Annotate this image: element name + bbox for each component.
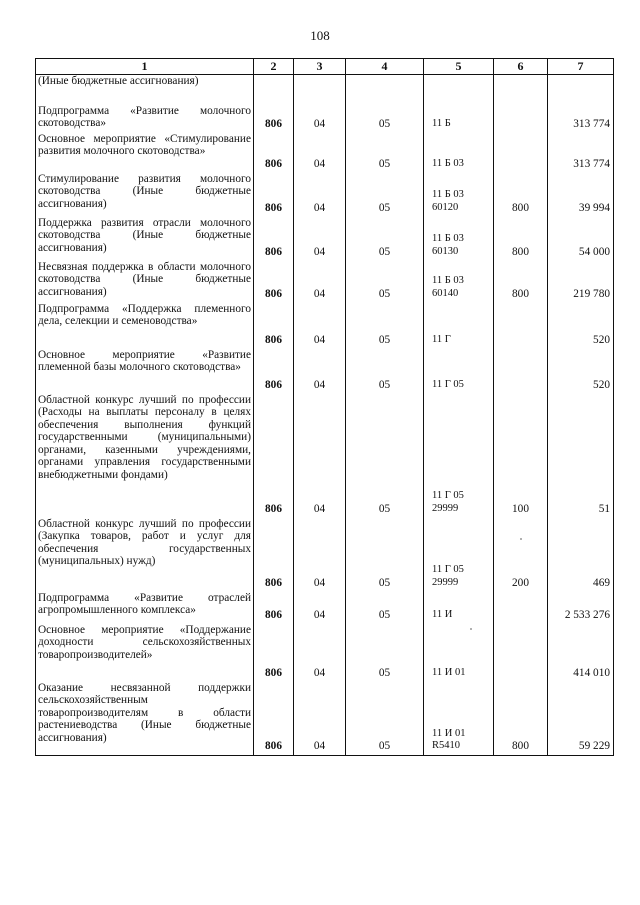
row-target-article: 11 Б 03 60140 — [424, 261, 494, 303]
row-section — [294, 75, 346, 105]
row-amount: 51 — [548, 394, 614, 518]
table-row — [36, 303, 614, 349]
row-target-article: 11 И — [424, 592, 494, 624]
row-section: 04 — [294, 105, 346, 133]
row-subsection: 05 — [346, 105, 424, 133]
row-expense-type: 800 — [494, 217, 548, 261]
row-subsection: 05 — [346, 592, 424, 624]
row-name: Основное мероприятие «Развитие племенной базы молочного скотоводства» — [36, 349, 254, 394]
row-subsection: 05 — [346, 261, 424, 303]
row-expense-type — [494, 624, 548, 682]
row-section: 04 — [294, 303, 346, 349]
row-subsection — [346, 75, 424, 105]
row-code — [254, 75, 294, 105]
row-amount: 2 533 276 — [548, 592, 614, 624]
table-row — [36, 624, 614, 682]
row-name: Подпрограмма «Поддержка племенного дела, селекции и семеноводства» — [36, 303, 254, 349]
row-amount: 469 — [548, 518, 614, 592]
row-subsection: 05 — [346, 518, 424, 592]
row-name: Стимулирование развития молочного скотоводства (Иные бюджетные ассигнования) — [36, 173, 254, 217]
row-section: 04 — [294, 349, 346, 394]
header-col-6: 6 — [494, 59, 548, 75]
row-subsection: 05 — [346, 133, 424, 173]
row-target-article: 11 Г 05 29999 — [424, 394, 494, 518]
row-amount: 54 000 — [548, 217, 614, 261]
row-expense-type — [494, 349, 548, 394]
row-expense-type — [494, 75, 548, 105]
scan-speck — [520, 538, 522, 540]
table-row — [36, 682, 614, 756]
row-subsection: 05 — [346, 394, 424, 518]
row-code: 806 — [254, 518, 294, 592]
budget-table — [35, 58, 614, 756]
row-name: Подпрограмма «Развитие молочного скотоводства» — [36, 105, 254, 133]
row-amount — [548, 75, 614, 105]
row-code: 806 — [254, 624, 294, 682]
row-section: 04 — [294, 394, 346, 518]
row-name: (Иные бюджетные ассигнования) — [36, 75, 254, 105]
row-target-article: 11 Г 05 29999 — [424, 518, 494, 592]
header-col-2: 2 — [254, 59, 294, 75]
row-amount: 414 010 — [548, 624, 614, 682]
row-target-article: 11 Г 05 — [424, 349, 494, 394]
row-target-article — [424, 75, 494, 105]
row-expense-type — [494, 133, 548, 173]
row-amount: 59 229 — [548, 682, 614, 756]
row-expense-type: 800 — [494, 173, 548, 217]
row-name: Областной конкурс лучший по профессии (Расходы на выплаты персоналу в целях обеспечения выполнения функций государственными (муниципальными) органами, казенными учреждениями, органами управления государственными внебюджетными фондами) — [36, 394, 254, 518]
row-name: Поддержка развития отрасли молочного скотоводства (Иные бюджетные ассигнования) — [36, 217, 254, 261]
row-target-article: 11 Б 03 — [424, 133, 494, 173]
table-row — [36, 592, 614, 624]
row-target-article: 11 Б 03 60120 — [424, 173, 494, 217]
row-subsection: 05 — [346, 173, 424, 217]
row-subsection: 05 — [346, 217, 424, 261]
row-code: 806 — [254, 173, 294, 217]
table-row — [36, 173, 614, 217]
row-expense-type: 800 — [494, 261, 548, 303]
row-name: Оказание несвязанной поддержки сельскохозяйственным товаропроизводителям в области растениеводства (Иные бюджетные ассигнования) — [36, 682, 254, 756]
row-target-article: 11 И 01 R5410 — [424, 682, 494, 756]
row-subsection: 05 — [346, 349, 424, 394]
table-row — [36, 217, 614, 261]
row-name: Основное мероприятие «Поддержание доходности сельскохозяйственных товаропроизводителей» — [36, 624, 254, 682]
row-code: 806 — [254, 394, 294, 518]
table-row — [36, 261, 614, 303]
scan-speck — [470, 628, 472, 630]
page-number: 108 — [310, 28, 330, 43]
row-name: Областной конкурс лучший по профессии (Закупка товаров, работ и услуг для обеспечения государственных (муниципальных) нужд) — [36, 518, 254, 592]
row-code: 806 — [254, 261, 294, 303]
row-code: 806 — [254, 349, 294, 394]
table-row — [36, 349, 614, 394]
row-amount: 219 780 — [548, 261, 614, 303]
row-section: 04 — [294, 518, 346, 592]
table-row — [36, 75, 614, 105]
header-col-4: 4 — [346, 59, 424, 75]
row-target-article: 11 Г — [424, 303, 494, 349]
row-code: 806 — [254, 217, 294, 261]
header-row — [36, 59, 614, 75]
row-amount: 520 — [548, 349, 614, 394]
header-col-7: 7 — [548, 59, 614, 75]
row-section: 04 — [294, 624, 346, 682]
row-section: 04 — [294, 682, 346, 756]
table-row — [36, 133, 614, 173]
header-col-1: 1 — [36, 59, 254, 75]
row-expense-type — [494, 105, 548, 133]
row-code: 806 — [254, 303, 294, 349]
row-code: 806 — [254, 592, 294, 624]
row-expense-type: 200 — [494, 518, 548, 592]
row-expense-type — [494, 303, 548, 349]
row-section: 04 — [294, 173, 346, 217]
table-row — [36, 394, 614, 518]
row-amount: 520 — [548, 303, 614, 349]
row-expense-type: 100 — [494, 394, 548, 518]
row-target-article: 11 Б — [424, 105, 494, 133]
row-subsection: 05 — [346, 682, 424, 756]
row-name: Подпрограмма «Развитие отраслей агропромышленного комплекса» — [36, 592, 254, 624]
row-amount: 313 774 — [548, 133, 614, 173]
row-name: Основное мероприятие «Стимулирование развития молочного скотоводства» — [36, 133, 254, 173]
row-section: 04 — [294, 261, 346, 303]
row-target-article: 11 И 01 — [424, 624, 494, 682]
row-target-article: 11 Б 03 60130 — [424, 217, 494, 261]
row-amount: 39 994 — [548, 173, 614, 217]
header-col-5: 5 — [424, 59, 494, 75]
row-code: 806 — [254, 133, 294, 173]
row-expense-type: 800 — [494, 682, 548, 756]
row-section: 04 — [294, 133, 346, 173]
row-subsection: 05 — [346, 624, 424, 682]
row-subsection: 05 — [346, 303, 424, 349]
table-row — [36, 105, 614, 133]
row-amount: 313 774 — [548, 105, 614, 133]
row-code: 806 — [254, 682, 294, 756]
row-section: 04 — [294, 592, 346, 624]
row-code: 806 — [254, 105, 294, 133]
header-col-3: 3 — [294, 59, 346, 75]
row-name: Несвязная поддержка в области молочного скотоводства (Иные бюджетные ассигнования) — [36, 261, 254, 303]
row-section: 04 — [294, 217, 346, 261]
table-row — [36, 518, 614, 592]
row-expense-type — [494, 592, 548, 624]
